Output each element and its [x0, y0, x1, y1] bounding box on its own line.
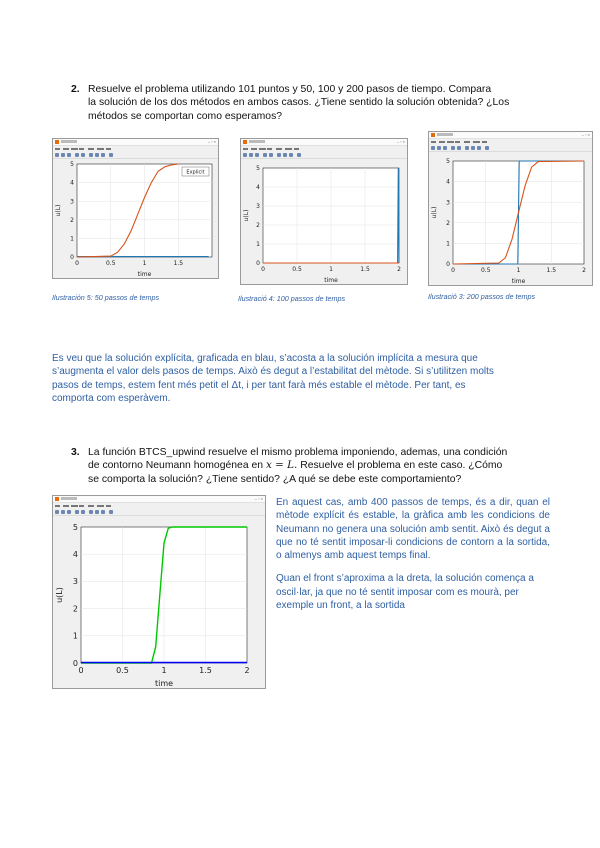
question-2-line-3: métodos se comportan como esperamos?: [88, 110, 283, 122]
answer-2-line-1: Es veu que la solución explícita, graficada en blau, s’acosta a la solución implícita a mesura que: [52, 353, 478, 364]
x-tick-label: 1: [329, 266, 333, 273]
y-axis-label: u(L): [55, 587, 64, 603]
y-tick-label: 3: [446, 199, 450, 207]
x-tick-label: 0: [78, 666, 84, 675]
x-tick-label: 1.5: [360, 266, 370, 273]
answer-3-paragraph-2: Quan el front s’aproxima a la dreta, la solución comença a oscil·lar, ja que no té sentit imposar com es mourà, per exemple un front, a la sortida: [276, 573, 534, 612]
chart-200-steps: [429, 151, 592, 286]
matlab-icon: [243, 140, 247, 144]
y-axis-label: u(L): [243, 209, 250, 222]
x-tick-label: 0.5: [105, 260, 116, 267]
x-tick-label: 0: [451, 267, 455, 274]
y-tick-label: 2: [446, 219, 450, 227]
y-tick-label: 3: [72, 577, 78, 587]
caption-figure-5: Ilustración 5: 50 passos de temps: [52, 293, 160, 302]
y-tick-label: 1: [446, 240, 450, 248]
question-2-line-2: la solución de los dos métodos en ambos casos. ¿Tiene sentido la solución obtenida? ¿Los: [88, 97, 510, 109]
x-tick-label: 0.5: [116, 666, 129, 675]
chart-50-steps: [53, 158, 218, 279]
answer-paragraph-2: [52, 352, 545, 405]
y-tick-label: 4: [256, 184, 260, 192]
x-tick-label: 0: [75, 260, 79, 267]
y-tick-label: 2: [256, 222, 260, 230]
y-axis-label: u(L): [431, 206, 438, 219]
matlab-icon: [431, 133, 435, 137]
window-controls-icon[interactable]: – ▫ ×: [581, 132, 590, 137]
chart-100-steps: [241, 158, 407, 285]
figure-window-4: [52, 495, 266, 689]
answer-2-line-2: s’augmenta el valor dels pasos de temps. Això és degut a l’estabilitat del mètode. Si s’utilitzen molts: [52, 366, 494, 378]
y-tick-label: 0: [72, 658, 78, 668]
chart-neumann: [53, 515, 265, 689]
x-axis-label: time: [137, 271, 152, 278]
caption-figure-4: Ilustració 4: 100 passos de temps: [238, 294, 346, 303]
x-axis-label: time: [511, 278, 526, 285]
y-tick-label: 3: [70, 198, 74, 206]
math-x-equals-l: x = L.: [265, 459, 298, 472]
x-tick-label: 0.5: [292, 266, 302, 273]
x-tick-label: 1: [142, 260, 147, 267]
x-axis-label: time: [154, 679, 174, 688]
x-tick-label: 2: [397, 266, 401, 273]
y-tick-label: 5: [70, 161, 74, 169]
x-tick-label: 0.5: [480, 267, 491, 274]
caption-figure-3: Ilustració 3: 200 passos de temps: [428, 292, 536, 301]
question-3-line-2: de contorno Neumann homogénea en x = L. Resuelve el problema en este caso. ¿Cómo: [88, 459, 503, 472]
y-tick-label: 4: [446, 178, 450, 186]
answer-3-paragraph-1: En aquest cas, amb 400 passos de temps, és a dir, quan el mètode explícit és estable, la gràfica amb les condicions de Neumann no genera una solución amb sentit. Això és degut a que no té sentit imposar-li condicions de contorn a la sortida, o almenys amb aquest temps final.: [276, 497, 550, 562]
y-tick-label: 5: [72, 522, 78, 532]
figure-window-2: [240, 138, 408, 285]
y-tick-label: 3: [256, 203, 260, 211]
question-2-number: 2.: [71, 84, 80, 95]
y-tick-label: 0: [256, 260, 260, 268]
y-tick-label: 5: [446, 158, 450, 166]
y-tick-label: 2: [70, 216, 74, 224]
x-axis-label: time: [324, 277, 338, 284]
y-tick-label: 5: [256, 165, 260, 173]
y-tick-label: 4: [72, 550, 78, 559]
y-tick-label: 1: [70, 235, 74, 243]
x-tick-label: 1: [516, 267, 521, 274]
question-2: [71, 83, 544, 123]
x-tick-label: 1: [161, 666, 167, 675]
answer-2-line-3: pasos de temps, estem fent més petit el Δt, i per tant farà més estable el mètode. Per tant, es: [52, 379, 466, 391]
x-tick-label: 1.5: [546, 267, 557, 274]
window-controls-icon[interactable]: – ▫ ×: [207, 139, 216, 144]
question-3-line-1: La función BTCS_upwind resuelve el mismo problema imponiendo, ademas, una condición: [88, 447, 508, 458]
y-tick-label: 0: [70, 254, 74, 262]
y-tick-label: 4: [70, 179, 74, 187]
y-axis-label: u(L): [55, 204, 62, 217]
answer-paragraph-3: [276, 496, 550, 612]
window-controls-icon[interactable]: – ▫ ×: [254, 496, 263, 501]
question-3-number: 3.: [71, 447, 80, 458]
question-3-line-3: se comporta la solución? ¿Tiene sentido? ¿A qué se debe este comportamiento?: [88, 473, 462, 485]
legend-label: Explicit: [186, 169, 205, 176]
x-tick-label: 2: [244, 666, 250, 675]
window-controls-icon[interactable]: – ▫ ×: [396, 139, 405, 144]
y-tick-label: 2: [72, 604, 78, 614]
question-2-line-1: Resuelve el problema utilizando 101 puntos y 50, 100 y 200 pasos de tiempo. Compara: [88, 84, 492, 95]
matlab-icon: [55, 140, 59, 144]
x-tick-label: 1.5: [199, 666, 212, 675]
x-tick-label: 0: [261, 266, 265, 273]
x-tick-label: 2: [582, 267, 586, 274]
y-tick-label: 1: [72, 631, 78, 641]
matlab-icon: [55, 497, 59, 501]
figure-window-1: [52, 138, 219, 279]
y-tick-label: 1: [256, 241, 260, 249]
y-tick-label: 0: [446, 261, 450, 269]
answer-2-line-4: comporta com esperàvem.: [52, 392, 171, 404]
figure-window-3: [428, 131, 593, 286]
x-tick-label: 1.5: [173, 260, 184, 267]
question-3: [71, 446, 544, 486]
